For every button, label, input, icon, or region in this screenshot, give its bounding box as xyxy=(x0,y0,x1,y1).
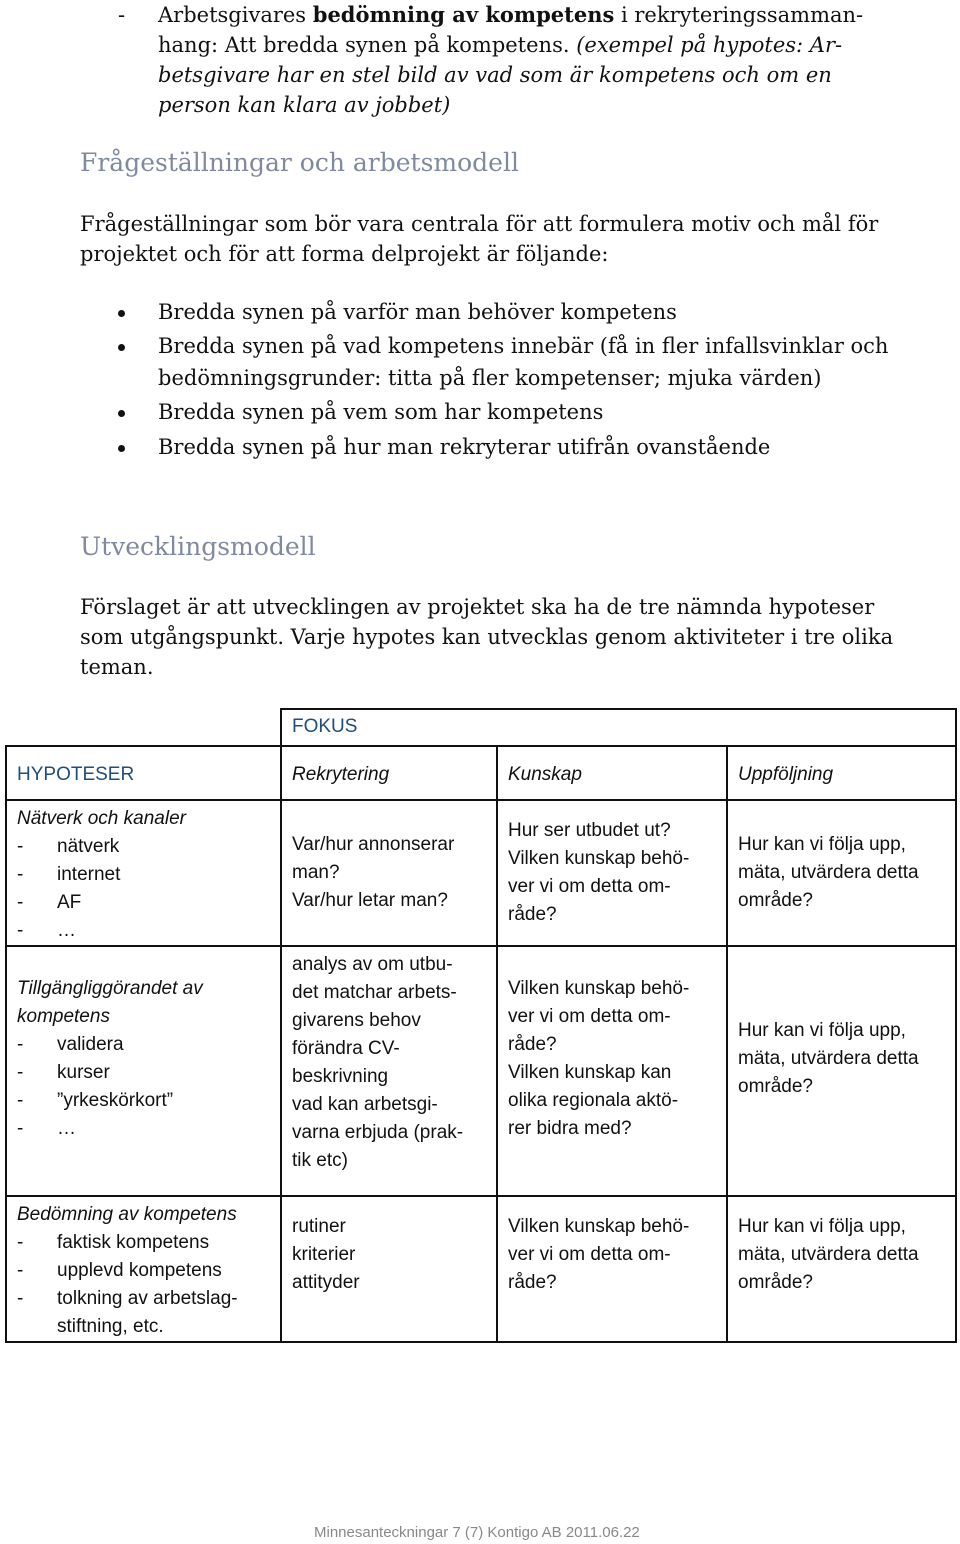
table-row xyxy=(6,1196,956,1342)
cell-rekrytering xyxy=(281,946,497,1196)
list-item-cont xyxy=(17,1313,272,1341)
bullet-item-2: Bredda synen på vad kompetens innebär (få in fler infallsvinklar och xyxy=(158,334,889,358)
cell-line: område? xyxy=(738,890,813,911)
cell-uppfoljning xyxy=(727,1196,956,1342)
row-title: Nätverk och kanaler xyxy=(17,808,186,829)
cell-line: Hur kan vi följa upp, xyxy=(738,1020,906,1041)
header-rekrytering xyxy=(281,746,497,800)
cell-line: analys av om utbu- xyxy=(292,954,453,975)
bullet-item-2-cont: bedömningsgrunder: titta på fler kompetenser; mjuka värden) xyxy=(158,366,822,390)
bullet-icon xyxy=(118,310,125,317)
cell-line: mäta, utvärdera detta xyxy=(738,1244,919,1265)
cell-line: Hur ser utbudet ut? xyxy=(508,820,671,841)
cell-kunskap xyxy=(497,946,727,1196)
cell-line: det matchar arbets- xyxy=(292,982,457,1003)
intro-line3: betsgivare har en stel bild av vad som är kompetens och om en xyxy=(158,63,832,87)
list-item: - … xyxy=(17,1115,272,1143)
intro-line2-italic: (exempel på hypotes: Ar- xyxy=(569,33,843,57)
section-heading-utvecklingsmodell: Utvecklingsmodell xyxy=(80,532,316,561)
list-item: - nätverk xyxy=(17,833,272,861)
header-hypoteser xyxy=(6,746,281,800)
cell-line: kriterier xyxy=(292,1244,356,1265)
cell-kunskap xyxy=(497,800,727,946)
cell-line: Hur kan vi följa upp, xyxy=(738,1216,906,1237)
cell-line: tik etc) xyxy=(292,1150,348,1171)
cell-line: råde? xyxy=(508,1272,557,1293)
bullet-item-4: Bredda synen på hur man rekryterar utifrån ovanstående xyxy=(158,435,771,459)
row-title: Bedömning av kompetens xyxy=(17,1204,237,1225)
cell-line: ver vi om detta om- xyxy=(508,1244,671,1265)
cell-hypotes xyxy=(6,1196,281,1342)
cell-line: Hur kan vi följa upp, xyxy=(738,834,906,855)
row-title: Tillgängliggörandet av xyxy=(17,978,203,999)
cell-line: vad kan arbetsgi- xyxy=(292,1094,438,1115)
cell-line: Vilken kunskap behö- xyxy=(508,848,690,869)
list-item: - AF xyxy=(17,889,272,917)
cell-line: givarens behov xyxy=(292,1010,421,1031)
section2-para-line1: Förslaget är att utvecklingen av projektet ska ha de tre nämnda hypoteser xyxy=(80,595,875,619)
cell-hypotes xyxy=(6,946,281,1196)
cell-line: Vilken kunskap behö- xyxy=(508,1216,690,1237)
cell-line: Vilken kunskap behö- xyxy=(508,978,690,999)
bullet-icon xyxy=(118,410,125,417)
bullet-item-1: Bredda synen på varför man behöver kompetens xyxy=(158,300,677,324)
list-item: - faktisk kompetens xyxy=(17,1229,272,1257)
section1-para-line1: Frågeställningar som bör vara centrala för att formulera motiv och mål för xyxy=(80,212,879,236)
intro-line1-post: i rekryteringssamman- xyxy=(614,3,864,27)
header-uppfoljning xyxy=(727,746,956,800)
bullet-item-3: Bredda synen på vem som har kompetens xyxy=(158,400,604,424)
cell-line: Var/hur annonserar xyxy=(292,834,455,855)
cell-line: man? xyxy=(292,862,340,883)
cell-line: varna erbjuda (prak- xyxy=(292,1122,464,1143)
section2-paragraph xyxy=(80,592,893,682)
bullet-icon xyxy=(118,445,125,452)
cell-kunskap xyxy=(497,1196,727,1342)
cell-line: råde? xyxy=(508,1034,557,1055)
cell-uppfoljning xyxy=(727,946,956,1196)
header-kunskap xyxy=(497,746,727,800)
cell-line: rer bidra med? xyxy=(508,1118,632,1139)
intro-line1-bold: bedömning av kompetens xyxy=(312,2,615,27)
cell-line: mäta, utvärdera detta xyxy=(738,1048,919,1069)
list-item: - internet xyxy=(17,861,272,889)
cell-line: rutiner xyxy=(292,1216,346,1237)
list-item: - kurser xyxy=(17,1059,272,1087)
row-title-cont: kompetens xyxy=(17,1006,110,1027)
list-item: - upplevd kompetens xyxy=(17,1257,272,1285)
cell-line: ver vi om detta om- xyxy=(508,1006,671,1027)
fokus-label: FOKUS xyxy=(292,716,358,737)
cell-hypotes xyxy=(6,800,281,946)
cell-line: Var/hur letar man? xyxy=(292,890,448,911)
section2-para-line3: teman. xyxy=(80,655,154,679)
cell-line: förändra CV- xyxy=(292,1038,400,1059)
intro-line1-pre: Arbetsgivares xyxy=(158,3,313,27)
intro-text xyxy=(158,0,958,120)
hypotes-item-list xyxy=(17,1031,272,1143)
header-hypoteser-label: HYPOTESER xyxy=(17,764,135,785)
cell-line: olika regionala aktö- xyxy=(508,1090,679,1111)
intro-line4: person kan klara av jobbet) xyxy=(158,93,451,117)
cell-uppfoljning xyxy=(727,800,956,946)
cell-rekrytering xyxy=(281,1196,497,1342)
section2-para-line2: som utgångspunkt. Varje hypotes kan utvecklas genom aktiviteter i tre olika xyxy=(80,625,894,649)
cell-line: råde? xyxy=(508,904,557,925)
cell-line: område? xyxy=(738,1076,813,1097)
hypotes-item-list xyxy=(17,833,272,945)
table-row xyxy=(6,946,956,1196)
cell-line: Vilken kunskap kan xyxy=(508,1062,672,1083)
cell-line: beskrivning xyxy=(292,1066,389,1087)
cell-line: ver vi om detta om- xyxy=(508,876,671,897)
header-kunskap-label: Kunskap xyxy=(508,764,582,785)
section1-paragraph xyxy=(80,209,878,269)
list-item: - validera xyxy=(17,1031,272,1059)
section1-para-line2: projektet och för att forma delprojekt är följande: xyxy=(80,242,609,266)
cell-rekrytering xyxy=(281,800,497,946)
page-footer: Minnesanteckningar 7 (7) Kontigo AB 2011.06.22 xyxy=(314,1524,640,1541)
hypothesis-table xyxy=(5,745,957,1343)
list-item: - ”yrkeskörkort” xyxy=(17,1087,272,1115)
bullet-icon xyxy=(118,344,125,351)
list-item: - … xyxy=(17,917,272,945)
table-row xyxy=(6,800,956,946)
cell-line: område? xyxy=(738,1272,813,1293)
table-header-row xyxy=(6,746,956,800)
intro-line2: hang: Att bredda synen på kompetens. xyxy=(158,33,570,57)
cell-line: mäta, utvärdera detta xyxy=(738,862,919,883)
list-item: - tolkning av arbetslag- xyxy=(17,1285,272,1313)
cell-line: attityder xyxy=(292,1272,360,1293)
intro-dash: - xyxy=(118,3,126,27)
hypotes-item-list xyxy=(17,1229,272,1341)
section-heading-fragestallningar: Frågeställningar och arbetsmodell xyxy=(80,148,519,177)
list-item-cont-text: stiftning, etc. xyxy=(57,1316,164,1337)
header-uppfoljning-label: Uppföljning xyxy=(738,764,834,785)
header-rekrytering-label: Rekrytering xyxy=(292,764,390,785)
